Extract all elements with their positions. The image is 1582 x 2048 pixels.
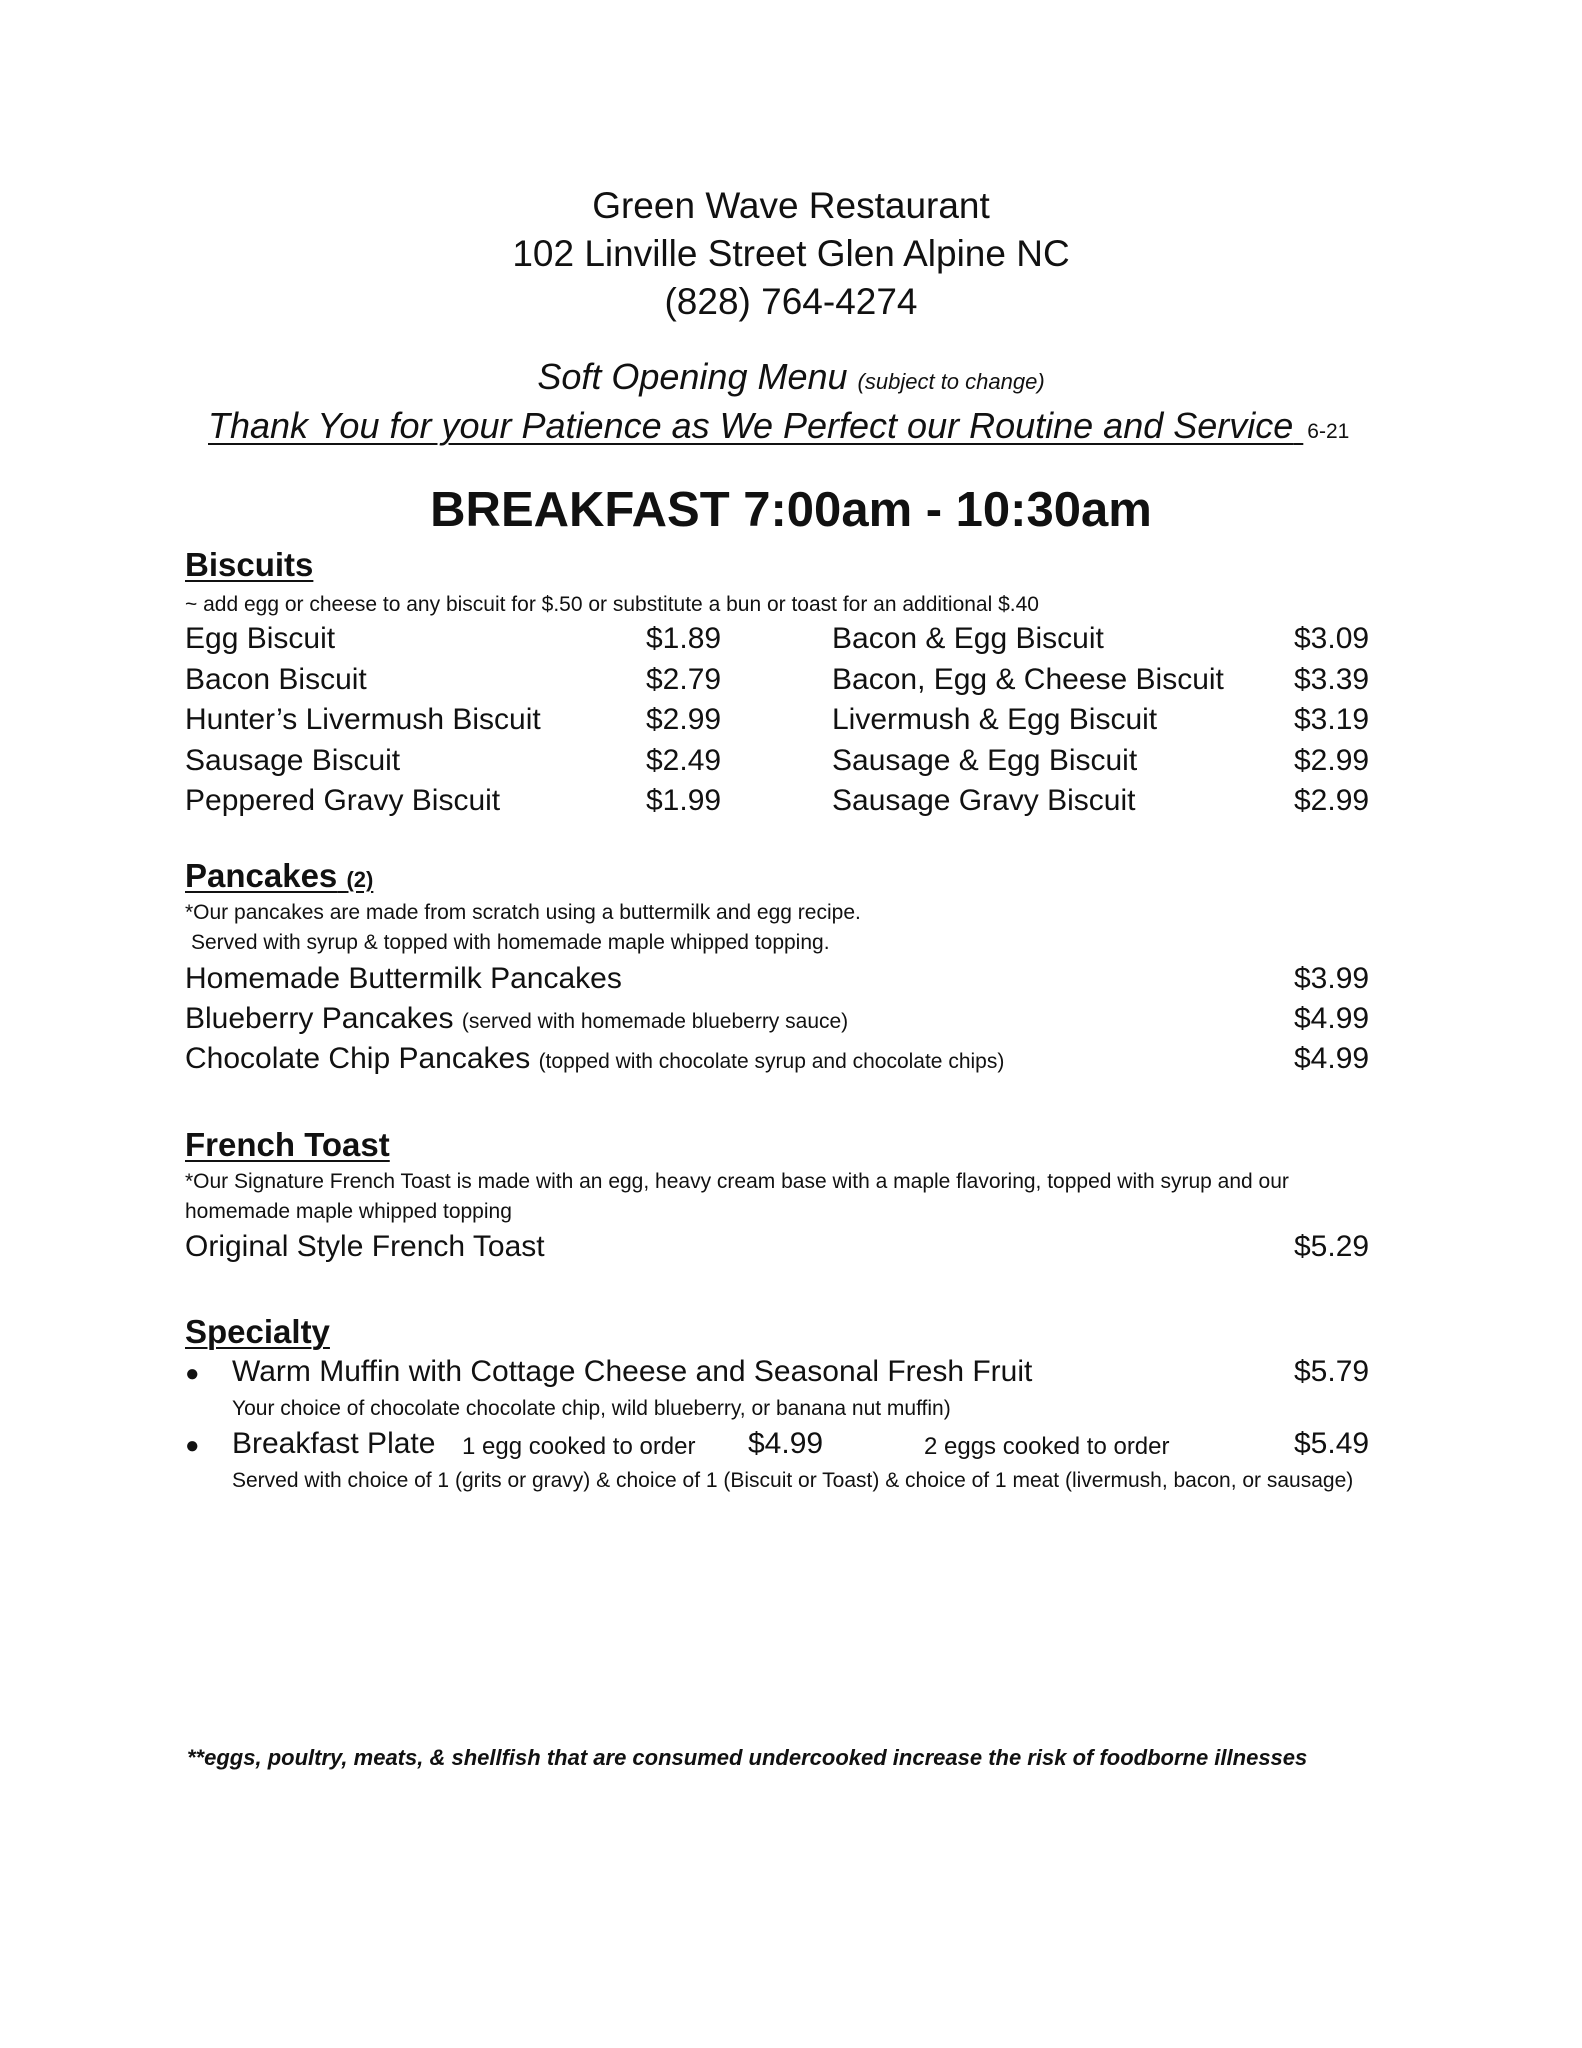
menu-title: Soft Opening Menu: [537, 356, 848, 397]
menu-item: [185, 1002, 848, 1036]
menu-item-name: Hunter’s Livermush Biscuit: [185, 703, 541, 736]
date-code: 6-21: [1307, 420, 1350, 443]
menu-item-name: Bacon & Egg Biscuit: [832, 622, 1104, 655]
menu-item-price: $5.29: [1294, 1230, 1370, 1263]
breakfast-heading: BREAKFAST 7:00am - 10:30am: [430, 483, 1152, 537]
bullet-icon: ●: [185, 1432, 200, 1459]
menu-item-price: $2.99: [1294, 744, 1370, 777]
menu-item-name: Warm Muffin with Cottage Cheese and Seasonal Fresh Fruit: [232, 1355, 1033, 1388]
menu-item-price: $3.39: [1294, 663, 1370, 696]
menu-item-name: Original Style French Toast: [185, 1230, 545, 1263]
menu-item-price: $4.99: [1294, 1042, 1370, 1075]
menu-item-desc: (topped with chocolate syrup and chocolate chips): [538, 1050, 1005, 1073]
specialty-title: Specialty: [185, 1313, 330, 1350]
menu-item-name: Chocolate Chip Pancakes: [185, 1042, 531, 1075]
menu-item-name: Sausage Gravy Biscuit: [832, 784, 1136, 817]
pancakes-note-2: Served with syrup & topped with homemade maple whipped topping.: [191, 931, 830, 954]
pancakes-note-1: *Our pancakes are made from scratch using a buttermilk and egg recipe.: [185, 901, 861, 924]
menu-item-price: $5.79: [1294, 1355, 1370, 1388]
french-toast-note: *Our Signature French Toast is made with an egg, heavy cream base with a maple flavoring, topped with syrup and our homemade maple whipped topping: [185, 1170, 1289, 1223]
biscuits-title: Biscuits: [185, 546, 314, 583]
menu-item-price: $1.99: [646, 784, 722, 817]
menu-item-name: Blueberry Pancakes: [185, 1002, 454, 1035]
pancakes-count: (2): [346, 867, 374, 892]
menu-item-name: Bacon, Egg & Cheese Biscuit: [832, 663, 1224, 696]
restaurant-name: Green Wave Restaurant: [592, 185, 990, 226]
menu-item-price: $3.99: [1294, 962, 1370, 995]
thank-you-line: [208, 405, 1349, 447]
menu-item-name: Livermush & Egg Biscuit: [832, 703, 1158, 736]
menu-item-name: Bacon Biscuit: [185, 663, 367, 696]
plate-option-2: 2 eggs cooked to order: [924, 1433, 1170, 1460]
menu-item-name: Sausage Biscuit: [185, 744, 401, 777]
biscuits-note: ~ add egg or cheese to any biscuit for $.50 or substitute a bun or toast for an additional $.40: [185, 593, 1039, 616]
bullet-icon: ●: [185, 1360, 200, 1387]
menu-item-price: $2.79: [646, 663, 722, 696]
menu-item-desc: Your choice of chocolate chocolate chip, wild blueberry, or banana nut muffin): [232, 1397, 951, 1420]
food-safety-warning: **eggs, poultry, meats, & shellfish that are consumed undercooked increase the risk of foodborne illnesses: [187, 1745, 1308, 1770]
plate-price-2: $5.49: [1294, 1427, 1370, 1460]
menu-item-price: $4.99: [1294, 1002, 1370, 1035]
plate-option-1: 1 egg cooked to order: [462, 1433, 696, 1460]
menu-item-price: $2.49: [646, 744, 722, 777]
menu-item-name: Sausage & Egg Biscuit: [832, 744, 1138, 777]
menu-item-price: $3.09: [1294, 622, 1370, 655]
menu-item-price: $2.99: [646, 703, 722, 736]
pancakes-title: [185, 857, 373, 895]
menu-item-name: Breakfast Plate: [232, 1427, 436, 1460]
plate-price-1: $4.99: [748, 1427, 824, 1460]
thank-you-text: Thank You for your Patience as We Perfect our Routine and Service: [208, 405, 1294, 446]
menu-item-desc: Served with choice of 1 (grits or gravy) & choice of 1 (Biscuit or Toast) & choice of 1 meat (livermush, bacon, or sausage): [232, 1469, 1354, 1492]
menu-item-price: $1.89: [646, 622, 722, 655]
menu-item-price: $3.19: [1294, 703, 1370, 736]
menu-item-price: $2.99: [1294, 784, 1370, 817]
menu-item-name: Homemade Buttermilk Pancakes: [185, 962, 622, 995]
menu-title-line: [0, 356, 1582, 398]
menu-item-name: Peppered Gravy Biscuit: [185, 784, 501, 817]
menu-item-name: Egg Biscuit: [185, 622, 336, 655]
french-toast-title: French Toast: [185, 1126, 390, 1163]
pancakes-title-text: Pancakes: [185, 857, 338, 894]
menu-note: (subject to change): [857, 369, 1045, 394]
menu-item: [185, 1042, 1004, 1076]
restaurant-address: 102 Linville Street Glen Alpine NC: [512, 233, 1070, 274]
menu-item-desc: (served with homemade blueberry sauce): [461, 1010, 849, 1033]
restaurant-phone: (828) 764-4274: [664, 281, 918, 322]
